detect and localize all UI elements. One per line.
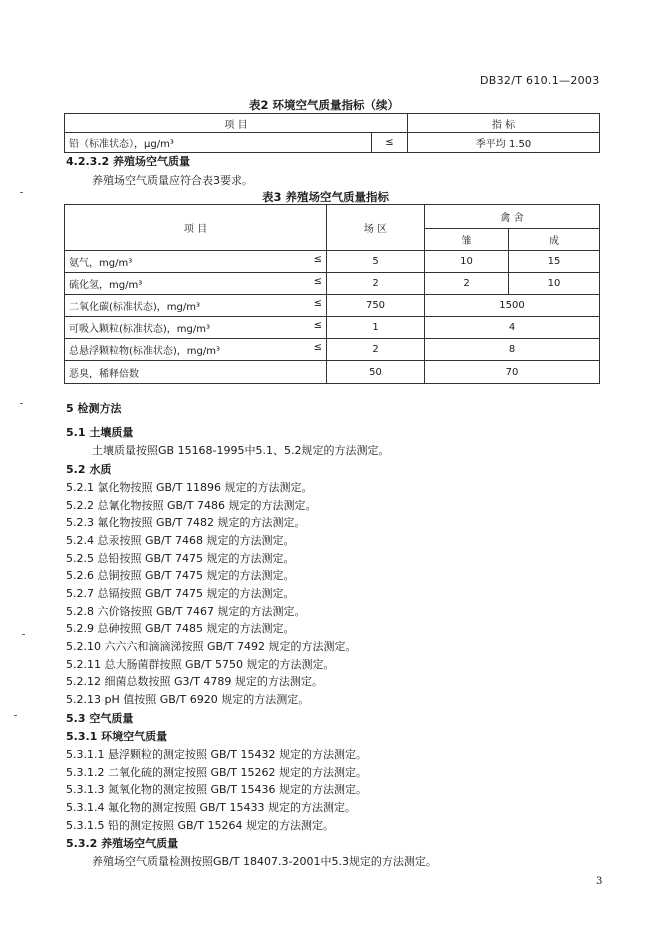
table2-head-index: 指 标	[408, 114, 600, 133]
row-label: 恶臭，稀释倍数	[69, 368, 139, 380]
row-label: 硫化氢，mg/m³	[69, 280, 143, 291]
row-op: ≤	[313, 298, 322, 309]
row-label: 可吸入颗粒(标准状态)，mg/m³	[69, 324, 211, 335]
row-op: ≤	[313, 342, 322, 353]
table3-head-item	[65, 205, 327, 251]
list-item: 5.2.7 总镉按照 GB/T 7475 规定的方法测定。	[66, 587, 295, 600]
list-item: 5.2.2 总氰化物按照 GB/T 7486 规定的方法测定。	[66, 499, 317, 512]
section-51-text: 土壤质量按照GB 15168-1995中5.1、5.2规定的方法测定。	[92, 444, 390, 457]
table3	[64, 204, 600, 384]
table3-head-adult: 成	[509, 229, 600, 251]
section-51-heading: 5.1 土壤质量	[66, 426, 134, 439]
list-item: 5.2.6 总铜按照 GB/T 7475 规定的方法测定。	[66, 569, 295, 582]
row-label: 总悬浮颗粒物(标准状态)，mg/m³	[69, 346, 221, 357]
list-item: 5.2.1 氯化物按照 GB/T 11896 规定的方法测定。	[66, 481, 313, 494]
table3-row-house: 8	[425, 339, 600, 361]
list-item: 5.2.11 总大肠菌群按照 GB/T 5750 规定的方法测定。	[66, 658, 335, 671]
scan-mark	[20, 192, 23, 193]
list-item: 5.3.1.1 悬浮颗粒的测定按照 GB/T 15432 规定的方法测定。	[66, 748, 367, 761]
row-op: ≤	[313, 254, 322, 265]
list-item: 5.2.13 pH 值按照 GB/T 6920 规定的方法测定。	[66, 693, 310, 706]
table3-row-item	[65, 317, 327, 339]
scan-mark	[14, 715, 17, 716]
table3-row-house: 4	[425, 317, 600, 339]
table3-row-farm: 2	[327, 273, 425, 295]
table3-row-farm: 750	[327, 295, 425, 317]
table2-head-item: 项 目	[65, 114, 408, 133]
table3-row-farm: 1	[327, 317, 425, 339]
table3-row-item	[65, 273, 327, 295]
row-op: ≤	[313, 320, 322, 331]
table3-head-chick: 雏	[425, 229, 509, 251]
table3-row-house: 70	[425, 361, 600, 384]
page-number: 3	[596, 876, 603, 887]
table3-row-adult: 15	[509, 251, 600, 273]
section-532-heading: 5.3.2 养殖场空气质量	[66, 837, 179, 850]
table3-row-house: 1500	[425, 295, 600, 317]
table2	[64, 113, 600, 153]
table3-row-farm: 50	[327, 361, 425, 384]
table3-head-house: 禽 舍	[425, 205, 600, 229]
table3-head-item-label: 项 目	[183, 224, 208, 235]
table2-caption: 表2 环境空气质量指标（续）	[249, 98, 400, 112]
row-label: 氨气，mg/m³	[69, 258, 133, 269]
section-52-heading: 5.2 水质	[66, 463, 112, 476]
row-op: ≤	[313, 276, 322, 287]
list-item: 5.2.12 细菌总数按照 G3/T 4789 规定的方法测定。	[66, 675, 323, 688]
list-item: 5.2.3 氟化物按照 GB/T 7482 规定的方法测定。	[66, 516, 306, 529]
table3-row-farm: 5	[327, 251, 425, 273]
section-53-heading: 5.3 空气质量	[66, 712, 134, 725]
list-item: 5.2.5 总铅按照 GB/T 7475 规定的方法测定。	[66, 552, 295, 565]
table2-row-item: 铅（标准状态），μg/m³	[65, 133, 372, 153]
table2-row-value: 季平均 1.50	[408, 133, 600, 153]
table3-caption: 表3 养殖场空气质量指标	[262, 190, 390, 204]
table3-row-item	[65, 295, 327, 317]
table3-row-item	[65, 339, 327, 361]
table3-row-farm: 2	[327, 339, 425, 361]
table3-row-chick: 2	[425, 273, 509, 295]
list-item: 5.3.1.3 氮氧化物的测定按照 GB/T 15436 规定的方法测定。	[66, 783, 367, 796]
table3-row-item	[65, 361, 327, 384]
section-4232-text: 养殖场空气质量应符合表3要求。	[92, 174, 253, 187]
list-item: 5.3.1.5 铅的测定按照 GB/T 15264 规定的方法测定。	[66, 819, 334, 832]
table2-row-op: ≤	[372, 133, 408, 153]
list-item: 5.2.8 六价铬按照 GB/T 7467 规定的方法测定。	[66, 605, 306, 618]
table3-row-adult: 10	[509, 273, 600, 295]
table3-row-chick: 10	[425, 251, 509, 273]
standard-code: DB32/T 610.1—2003	[480, 74, 600, 87]
section-5-heading: 5 检测方法	[66, 402, 122, 415]
list-item: 5.3.1.4 氟化物的测定按照 GB/T 15433 规定的方法测定。	[66, 801, 356, 814]
table3-row-item	[65, 251, 327, 273]
list-item: 5.2.4 总汞按照 GB/T 7468 规定的方法测定。	[66, 534, 295, 547]
scan-mark	[22, 634, 25, 635]
scan-mark	[20, 403, 23, 404]
section-4232-heading: 4.2.3.2 养殖场空气质量	[66, 155, 190, 168]
list-item: 5.2.10 六六六和滴滴涕按照 GB/T 7492 规定的方法测定。	[66, 640, 357, 653]
list-item: 5.3.1.2 二氧化硫的测定按照 GB/T 15262 规定的方法测定。	[66, 766, 367, 779]
section-531-heading: 5.3.1 环境空气质量	[66, 730, 168, 743]
list-item: 5.2.9 总砷按照 GB/T 7485 规定的方法测定。	[66, 622, 295, 635]
section-532-text: 养殖场空气质量检测按照GB/T 18407.3-2001中5.3规定的方法测定。	[92, 855, 437, 868]
table3-head-farm: 场 区	[327, 205, 425, 251]
row-label: 二氧化碳(标准状态)，mg/m³	[69, 302, 201, 313]
